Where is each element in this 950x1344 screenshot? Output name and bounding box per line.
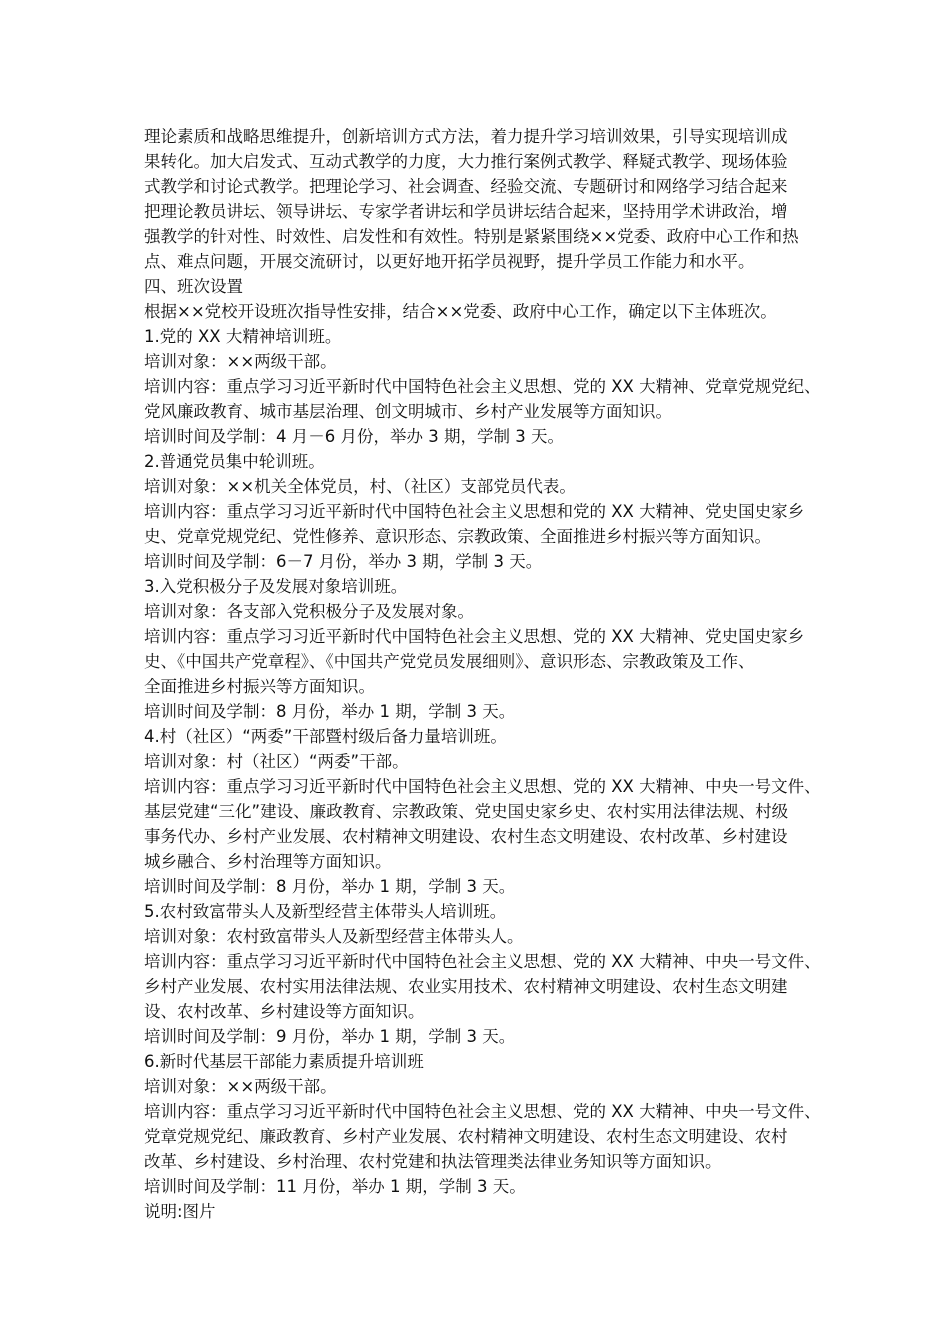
text-line: 强教学的针对性、时效性、启发性和有效性。特别是紧紧围绕××党委、政府中心工作和热 [144,227,799,246]
class-title: 2.普通党员集中轮训班。 [144,452,325,471]
class-content-line: 党章党规党纪、廉政教育、乡村产业发展、农村精神文明建设、农村生态文明建设、农村 [144,1127,788,1146]
class-title: 4.村（社区）“两委”干部暨村级后备力量培训班。 [144,727,507,746]
section-heading-text: 四、班次设置 [144,277,243,296]
class-title: 6.新时代基层干部能力素质提升培训班 [144,1052,424,1071]
class-content-line: 城乡融合、乡村治理等方面知识。 [144,852,392,871]
text-line: 果转化。加大启发式、互动式教学的力度，大力推行案例式教学、释疑式教学、现场体验 [144,152,788,171]
class-target: 培训对象：农村致富带头人及新型经营主体带头人。 [144,927,524,946]
document-page [144,124,821,1224]
class-content-line: 培训内容：重点学习习近平新时代中国特色社会主义思想、党的 XX 大精神、中央一号文件、 [144,777,821,796]
class-content-line: 培训内容：重点学习习近平新时代中国特色社会主义思想、党的 XX 大精神、中央一号文件、 [144,1102,821,1121]
class-target: 培训对象：××机关全体党员，村、（社区）支部党员代表。 [144,477,576,496]
class-schedule: 培训时间及学制：9 月份，举办 1 期，学制 3 天。 [144,1027,516,1046]
class-schedule: 培训时间及学制：11 月份，举办 1 期，学制 3 天。 [144,1177,526,1196]
section-intro [144,299,816,324]
class-block-4 [144,724,821,899]
class-schedule: 培训时间及学制：8 月份，举办 1 期，学制 3 天。 [144,702,516,721]
section-heading [144,274,816,299]
class-content-line: 事务代办、乡村产业发展、农村精神文明建设、农村生态文明建设、农村改革、乡村建设 [144,827,788,846]
class-block-2 [144,449,816,574]
class-content-line: 培训内容：重点学习习近平新时代中国特色社会主义思想、党的 XX 大精神、党史国史家乡 [144,627,805,646]
class-target: 培训对象：××两级干部。 [144,352,337,371]
class-block-5 [144,899,821,1049]
class-target: 培训对象：××两级干部。 [144,1077,337,1096]
class-block-3 [144,574,816,724]
text-line: 式教学和讨论式教学。把理论学习、社会调查、经验交流、专题研讨和网络学习结合起来 [144,177,788,196]
text-line: 理论素质和战略思维提升，创新培训方式方法，着力提升学习培训效果，引导实现培训成 [144,127,788,146]
intro-paragraph [144,124,816,274]
text-line: 把理论教员讲坛、领导讲坛、专家学者讲坛和学员讲坛结合起来，坚持用学术讲政治，增 [144,202,788,221]
class-target: 培训对象：村（社区）“两委”干部。 [144,752,409,771]
class-content-line: 史、党章党规党纪、党性修养、意识形态、宗教政策、全面推进乡村振兴等方面知识。 [144,527,771,546]
class-content-line: 全面推进乡村振兴等方面知识。 [144,677,375,696]
class-title: 5.农村致富带头人及新型经营主体带头人培训班。 [144,902,507,921]
class-content-line: 基层党建“三化”建设、廉政教育、宗教政策、党史国史家乡史、农村实用法律法规、村级 [144,802,789,821]
class-content-line: 改革、乡村建设、乡村治理、农村党建和执法管理类法律业务知识等方面知识。 [144,1152,722,1171]
class-block-1 [144,324,821,449]
class-schedule: 培训时间及学制：6－7 月份，举办 3 期，学制 3 天。 [144,552,543,571]
class-content-line: 党风廉政教育、城市基层治理、创文明城市、乡村产业发展等方面知识。 [144,402,672,421]
section-intro-text: 根据××党校开设班次指导性安排，结合××党委、政府中心工作，确定以下主体班次。 [144,302,777,321]
class-target: 培训对象：各支部入党积极分子及发展对象。 [144,602,474,621]
class-content-line: 培训内容：重点学习习近平新时代中国特色社会主义思想、党的 XX 大精神、中央一号文件、 [144,952,821,971]
class-schedule: 培训时间及学制：8 月份，举办 1 期，学制 3 天。 [144,877,516,896]
class-content-line: 培训内容：重点学习习近平新时代中国特色社会主义思想和党的 XX 大精神、党史国史家乡 [144,502,805,521]
class-content-line: 设、农村改革、乡村建设等方面知识。 [144,1002,425,1021]
text-line: 点、难点问题，开展交流研讨，以更好地开拓学员视野，提升学员工作能力和水平。 [144,252,755,271]
class-title: 3.入党积极分子及发展对象培训班。 [144,577,408,596]
class-schedule: 培训时间及学制：4 月－6 月份，举办 3 期，学制 3 天。 [144,427,564,446]
class-block-6 [144,1049,821,1199]
footer-note: 说明:图片 [144,1202,216,1221]
class-title: 1.党的 XX 大精神培训班。 [144,327,342,346]
class-content-line: 乡村产业发展、农村实用法律法规、农业实用技术、农村精神文明建设、农村生态文明建 [144,977,788,996]
class-content-line: 史、《中国共产党章程》、《中国共产党党员发展细则》、意识形态、宗教政策及工作、 [144,652,755,671]
class-content-line: 培训内容：重点学习习近平新时代中国特色社会主义思想、党的 XX 大精神、党章党规党纪、 [144,377,821,396]
